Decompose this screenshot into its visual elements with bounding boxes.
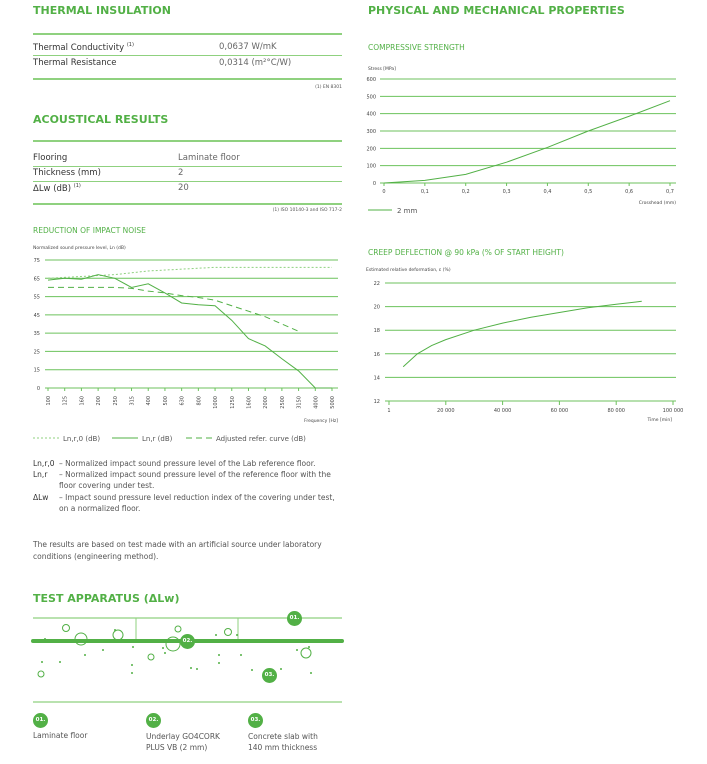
aggregate-circle [148, 654, 154, 660]
x-tick-label: 160 [79, 396, 86, 406]
definition-text: – Impact sound pressure level reduction index of the covering under test, on a normalized floor. [59, 493, 335, 513]
y-tick-label: 100 [366, 163, 376, 170]
y-tick-label: 200 [366, 146, 376, 153]
y-tick-label: 65 [33, 276, 40, 283]
badge-03: 03. [262, 668, 277, 683]
definition-term: Ln,r [33, 470, 48, 479]
row-label: Flooring [33, 153, 68, 163]
aggregate-dot [308, 646, 310, 648]
y-tick-label: 55 [33, 294, 40, 301]
aggregate-circle [225, 629, 232, 636]
x-tick-label: 20 000 [437, 408, 455, 414]
aggregate-dot [268, 641, 270, 643]
aggregate-dot [190, 667, 192, 669]
y-tick-label: 45 [33, 312, 40, 319]
y-tick-label: 0 [36, 386, 40, 392]
aggregate-dot [131, 664, 133, 666]
x-axis-label: Time [min] [647, 418, 672, 423]
y-tick-label: 15 [33, 367, 40, 374]
aggregate-dot [41, 661, 43, 663]
y-tick-label: 400 [366, 111, 376, 118]
x-tick-label: 200 [96, 396, 103, 406]
thermal-title: THERMAL INSULATION [33, 4, 171, 17]
x-tick-label: 5000 [330, 396, 336, 409]
y-tick-label: 25 [33, 349, 40, 356]
apparatus-title: TEST APPARATUS (ΔLw) [33, 592, 180, 605]
x-tick-label: 0,4 [543, 189, 552, 195]
legend-label: 2 mm [397, 207, 418, 215]
chart-title: COMPRESSIVE STRENGTH [368, 43, 465, 52]
x-tick-label: 1000 [213, 396, 220, 409]
aggregate-dot [251, 669, 253, 671]
x-tick-label: 1250 [229, 396, 236, 409]
badge-03: 03. [248, 713, 263, 728]
y-tick-label: 16 [373, 351, 380, 358]
badge-01: 01. [287, 611, 302, 626]
y-axis-label: Stress [MPa] [368, 67, 396, 72]
aggregate-dot [215, 634, 217, 636]
badge-02: 02. [146, 713, 161, 728]
aggregate-dot [132, 646, 134, 648]
physical-title: PHYSICAL AND MECHANICAL PROPERTIES [368, 4, 625, 17]
x-axis-label: Crosshead (mm) [638, 201, 676, 206]
y-tick-label: 300 [366, 129, 376, 135]
creep-deflection-chart [360, 240, 700, 430]
x-tick-label: 0,1 [420, 189, 429, 195]
aggregate-dot [164, 652, 166, 654]
aggregate-dot [162, 647, 164, 649]
y-tick-label: 20 [373, 304, 380, 311]
aggregate-dot [218, 654, 220, 656]
acoustic-title: ACOUSTICAL RESULTS [33, 113, 169, 126]
divider [33, 140, 342, 142]
footnote: (1) ISO 10140-3 and ISO 717-2 [272, 208, 342, 213]
legend-underlay: Underlay GO4CORK PLUS VB (2 mm) [146, 732, 220, 752]
aggregate-circle [63, 625, 70, 632]
aggregate-dot [236, 634, 238, 636]
divider [33, 203, 342, 205]
x-tick-label: 250 [112, 396, 119, 406]
row-value: 2 [178, 168, 184, 178]
definition-text: – Normalized impact sound pressure level of the Lab reference floor. [59, 459, 316, 468]
impact-noise-chart [0, 220, 350, 450]
y-tick-label: 600 [366, 77, 376, 83]
row-value: 0,0637 W/mK [219, 42, 277, 52]
row-label: ΔLw (dB) [33, 183, 72, 194]
row-value: Laminate floor [178, 153, 240, 163]
series-line-1 [48, 275, 332, 388]
aggregate-circle [113, 630, 123, 640]
x-tick-label: 0 [382, 189, 386, 195]
x-tick-label: 400 [146, 396, 153, 406]
table-row [33, 151, 342, 167]
table-row [33, 166, 342, 182]
aggregate-dot [114, 629, 116, 631]
table-row [33, 40, 342, 56]
x-tick-label: 125 [62, 396, 69, 406]
series-line-2 [48, 287, 299, 331]
definition-term: ΔLw [33, 493, 49, 502]
y-tick-label: 22 [373, 281, 380, 287]
aggregate-dot [218, 662, 220, 664]
aggregate-circle [175, 626, 181, 632]
x-axis-label: Frequency [Hz] [304, 419, 338, 424]
x-tick-label: 3150 [296, 396, 303, 409]
row-label: Thermal Conductivity [33, 42, 125, 53]
badge-01: 01. [33, 713, 48, 728]
y-tick-label: 75 [33, 258, 40, 264]
aggregate-dot [44, 638, 46, 640]
table-row [33, 181, 342, 196]
aggregate-circle [38, 671, 44, 677]
apparatus-diagram [30, 610, 350, 705]
aggregate-dot [196, 668, 198, 670]
x-tick-label: 500 [162, 396, 169, 406]
x-tick-label: 1 [387, 408, 391, 414]
footnote: (1) EN 8301 [315, 85, 342, 90]
y-tick-label: 14 [373, 375, 380, 382]
y-axis-label: Estimated relative deformation, ε (%) [366, 268, 451, 273]
row-label: Thermal Resistance [33, 58, 117, 68]
y-tick-label: 18 [373, 328, 380, 335]
x-tick-label: 4000 [313, 396, 320, 409]
aggregate-dot [296, 649, 298, 651]
aggregate-dot [240, 654, 242, 656]
row-value: 20 [178, 183, 189, 193]
x-tick-label: 630 [179, 396, 186, 406]
row-label: Thickness (mm) [33, 168, 101, 178]
aggregate-dot [59, 661, 61, 663]
definition [33, 492, 343, 514]
x-tick-label: 1600 [246, 396, 253, 409]
legend-concrete: Concrete slab with 140 mm thickness [248, 732, 318, 752]
aggregate-dot [84, 654, 86, 656]
definition [33, 469, 343, 491]
x-tick-label: 100 000 [662, 408, 684, 414]
footnote-mark: (1) [73, 183, 81, 189]
y-tick-label: 0 [372, 181, 376, 187]
legend-label: Ln,r (dB) [142, 435, 173, 443]
footnote-mark: (1) [126, 42, 134, 48]
x-tick-label: 315 [129, 396, 136, 406]
y-tick-label: 12 [373, 399, 380, 405]
divider [33, 78, 342, 80]
definition [33, 458, 343, 469]
x-tick-label: 0,3 [502, 189, 511, 195]
chart-title: CREEP DEFLECTION @ 90 kPa (% OF START HEIGHT) [368, 248, 564, 257]
row-value: 0,0314 (m²°C/W) [219, 58, 292, 68]
x-tick-label: 0,6 [625, 189, 634, 195]
badge-02: 02. [180, 634, 195, 649]
aggregate-circle [301, 648, 311, 658]
aggregate-dot [131, 672, 133, 674]
series-line [384, 101, 670, 183]
x-tick-label: 2500 [279, 396, 286, 409]
table-row [33, 56, 342, 71]
chart-title: REDUCTION OF IMPACT NOISE [33, 226, 146, 235]
definition-text: – Normalized impact sound pressure level of the reference floor with the floor covering under test. [59, 470, 331, 490]
x-tick-label: 40 000 [493, 408, 512, 414]
legend-label: Adjusted refer. curve (dB) [216, 435, 306, 443]
legend-label: Ln,r,0 (dB) [63, 435, 101, 443]
legend-laminate: Laminate floor [33, 731, 88, 740]
y-tick-label: 500 [366, 94, 376, 101]
x-tick-label: 0,5 [584, 189, 593, 195]
results-note: The results are based on test made with an artificial source under laboratory conditions (engineering method). [33, 540, 322, 561]
x-tick-label: 80 000 [607, 408, 625, 414]
aggregate-dot [310, 672, 312, 674]
x-tick-label: 0,7 [666, 189, 674, 195]
x-tick-label: 800 [196, 396, 203, 406]
x-tick-label: 60 000 [550, 408, 569, 414]
x-tick-label: 0,2 [461, 189, 470, 195]
aggregate-dot [102, 649, 104, 651]
compressive-strength-chart [360, 38, 700, 218]
x-tick-label: 2000 [263, 396, 270, 409]
x-tick-label: 100 [46, 396, 52, 406]
aggregate-dot [280, 668, 282, 670]
series-line [403, 301, 642, 366]
definition-term: Ln,r,0 [33, 459, 55, 468]
y-axis-label: Normalized sound pressure level, Ln (dB) [33, 246, 126, 251]
y-tick-label: 35 [33, 331, 40, 338]
divider [33, 33, 342, 35]
